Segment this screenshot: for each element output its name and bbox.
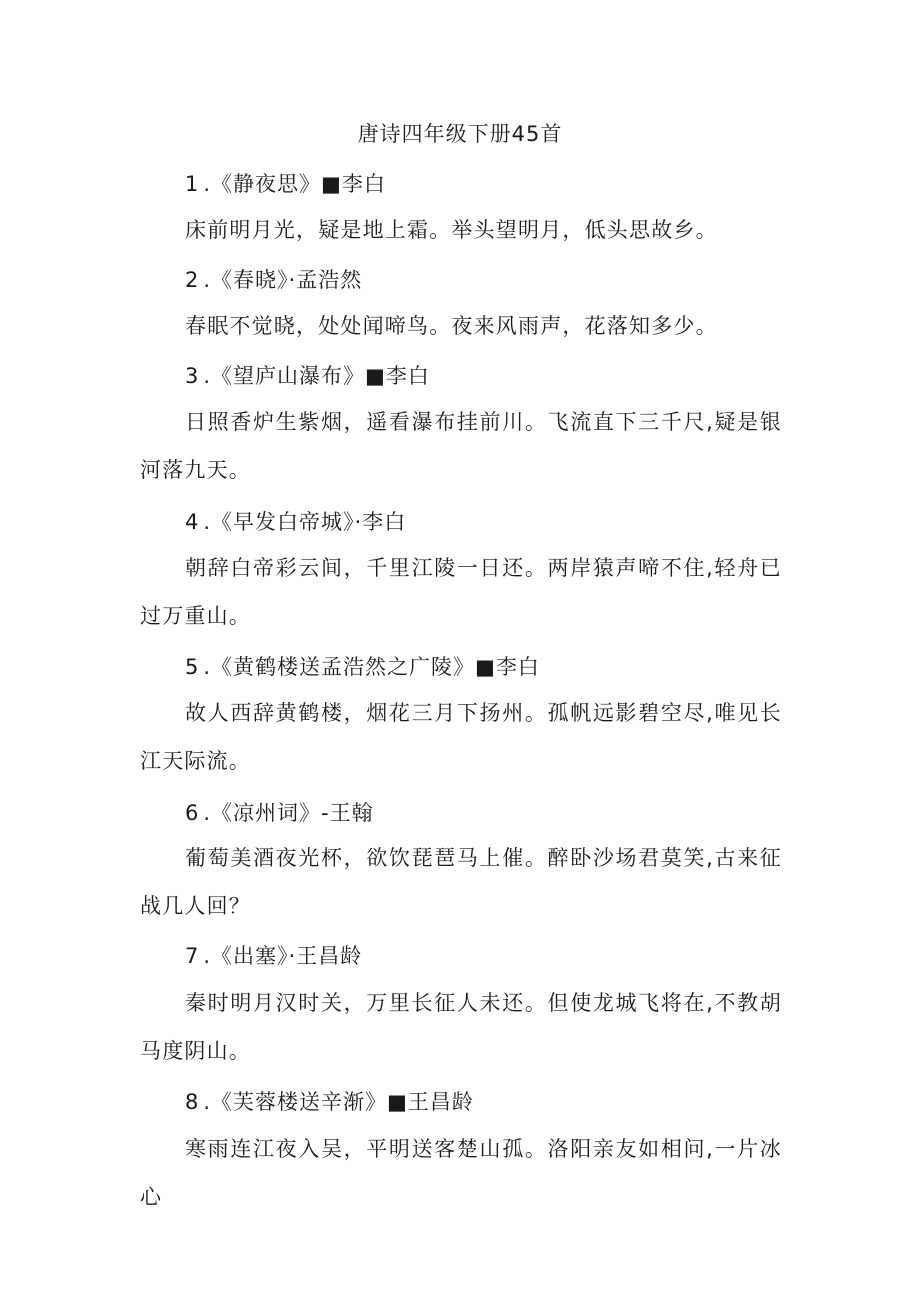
poem-text: 故人西辞黄鹤楼，烟花三月下扬州。孤帆远影碧空尽,唯见长江天际流。 [140,701,782,773]
poem-heading [185,506,406,538]
poem-title: .《春晓》·孟浩然 [203,268,363,292]
poem-title: .《早发白帝城》·李白 [203,510,407,534]
poem-number: 4 [185,510,200,534]
poem-text: 日照香炉生紫烟，遥看瀑布挂前川。飞流直下三千尺,疑是银河落九天。 [140,410,782,482]
poem-title: .《凉州词》-王翰 [203,801,374,825]
poem-heading [185,264,362,296]
poem-text: 葡萄美酒夜光杯，欲饮琵琶马上催。醉卧沙场君莫笑,古来征战几人回？ [140,846,782,918]
document-title: 唐诗四年级下册45首 [357,122,563,146]
poem-text: 秦时明月汉时关，万里长征人未还。但使龙城飞将在,不教胡马度阴山。 [140,991,782,1063]
poem-heading [185,940,362,972]
poem-heading [185,651,540,683]
poem-number: 1 [185,172,200,196]
poem-text: 朝辞白帝彩云间，千里江陵一日还。两岸猿声啼不住,轻舟已过万重山。 [140,556,782,628]
poem-number: 8 [185,1090,200,1114]
poem-number: 7 [185,944,200,968]
poem-title: .《望庐山瀑布》■李白 [203,364,430,388]
poem-title: .《出塞》·王昌龄 [203,944,363,968]
poem-heading [185,797,374,829]
poem-heading [185,360,430,392]
poem-number: 2 [185,268,200,292]
poem-title: .《黄鹤楼送孟浩然之广陵》■李白 [203,655,540,679]
poem-text: 床前明月光，疑是地上霜。举头望明月，低头思故乡。 [185,218,718,242]
poem-title: .《芙蓉楼送辛渐》■王昌龄 [203,1090,474,1114]
poem-number: 3 [185,364,200,388]
poem-number: 5 [185,655,200,679]
poem-heading [185,1086,474,1118]
poem-text: 寒雨连江夜入吴，平明送客楚山孤。洛阳亲友如相问,一片冰心 [140,1137,782,1209]
poem-title: .《静夜思》■李白 [203,172,386,196]
poem-heading [185,168,386,200]
poem-number: 6 [185,801,200,825]
poem-text: 春眠不觉晓，处处闻啼鸟。夜来风雨声，花落知多少。 [185,314,718,338]
